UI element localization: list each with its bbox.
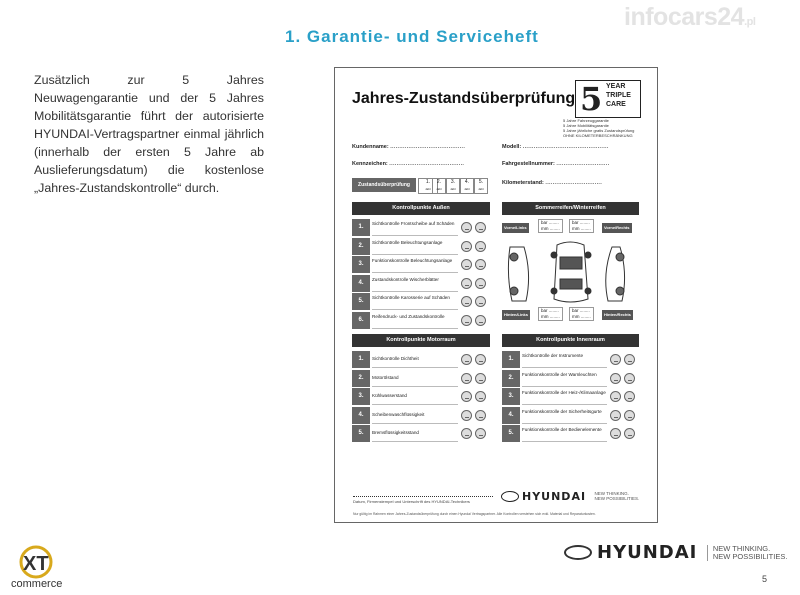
checklist-item-text: Bremsflüssigkeitsstand [372,425,458,442]
form-brand: HYUNDAI [522,490,587,504]
checklist-row [502,407,639,424]
checklist-item-text: Sichtkontrolle Beleuchtungsanlage [372,238,458,255]
rating-not-ok-icon[interactable] [475,373,486,384]
rating-not-ok-icon[interactable] [475,278,486,289]
intro-paragraph: Zusätzlich zur 5 Jahres Neuwagengarantie und der 5 Jahres Mobilitätsgarantie führt der autorisierte HYUNDAI-Vertragspartner einmal jährlich (innerhalb der ersten 5 Jahre ab Auslieferungsdatum) die kostenlose „Jahres-Zustandskontrolle“ durch. [34,73,264,195]
checklist-row [352,370,490,387]
row-number: 3. [502,388,520,405]
checklist-row [352,256,490,273]
check-year-4-unit: Jahr [464,187,470,191]
badge-line1: YEAR [606,83,626,90]
field-kilometerstand: Kilometerstand: ............................... [502,180,603,186]
checklist-item-text: Sichtkontrolle Karosserie auf Schäden [372,293,458,310]
row-number: 5. [352,425,370,442]
checklist-item-text: Funktionskontrolle der Bedienelemente [522,425,607,442]
tire-front-left-label: Vorne/Links [502,223,529,233]
aussen-list [352,219,490,329]
rating-ok-icon[interactable] [461,410,472,421]
form-hyundai-logo [501,488,639,506]
field-fahrgestellnummer: Fahrgestellnummer: ............................. [502,161,610,167]
badge-desc-1: 5 Jahre Fahrzeuggarantie [563,118,609,123]
footer-slogan-1: NEW THINKING. [712,543,771,553]
footer-slogan-2: NEW POSSIBILITIES. [712,551,788,561]
logo-divider [707,545,708,561]
rating-not-ok-icon[interactable] [624,428,635,439]
rating-not-ok-icon[interactable] [475,259,486,270]
check-label: Zustandsüberprüfung [352,178,416,192]
checklist-item-text: Funktionskontrolle Beleuchtungsanlage [372,256,458,273]
check-year-2-num: 2. [436,179,442,185]
check-year-3 [446,178,460,194]
checklist-item-text: Scheibenwaschflüssigkeit [372,407,458,424]
row-number: 2. [352,238,370,255]
check-year-2-unit: Jahr [436,187,442,191]
badge-line2: TRIPLE [606,92,631,99]
badge-desc-3: 5 Jahre jährliche gratis Zustandsprüfung [563,128,635,133]
field-kundenname: Kundenname: ......................................... [352,144,466,150]
watermark-main: infocars24 [624,3,745,31]
field-modell: Modell: ............................................... [502,144,609,150]
row-number: 2. [352,370,370,387]
footer-hyundai-logo [564,542,787,563]
rating-ok-icon[interactable] [461,315,472,326]
rating-ok-icon[interactable] [610,428,621,439]
row-number: 3. [352,256,370,273]
section-innenraum: Kontrollpunkte Innenraum [502,334,639,347]
unit-bar: bar [572,308,579,313]
unit-bar: bar [541,308,548,313]
rating-ok-icon[interactable] [610,410,621,421]
xt-letters: XT [23,553,49,575]
badge-line3: CARE [606,101,626,108]
rating-ok-icon[interactable] [610,391,621,402]
row-number: 1. [352,351,370,368]
check-year-1-num: 1. [425,179,431,185]
hyundai-emblem-icon [564,545,592,560]
field-kennzeichen-label: Kennzeichen: [352,161,388,167]
section-reifen: Sommerreifen/Winterreifen [502,202,639,215]
section-aussen: Kontrollpunkte Außen [352,202,490,215]
innen-list [502,351,639,446]
unit-mm: mm [541,226,549,231]
checklist-item-text: Funktionskontrolle der Heiz-/Klimaanlage [522,388,607,405]
rating-ok-icon[interactable] [461,296,472,307]
checklist-row [352,312,490,329]
tire-rear-left-label: Hinten/Links [502,310,530,320]
checklist-item-text: Sichtkontrolle der Instrumente [522,351,607,368]
checklist-item-text: Reifendruck- und Zustandskontrolle [372,312,458,329]
checklist-row [502,388,639,405]
rating-not-ok-icon[interactable] [624,410,635,421]
row-number: 3. [352,388,370,405]
page-title: 1. Garantie- und Serviceheft [285,27,539,46]
watermark [624,3,755,32]
checklist-row [352,351,490,368]
motor-list [352,351,490,446]
badge-number: 5 [580,80,603,118]
badge-description [563,118,634,138]
tire-diagram [502,219,639,329]
checklist-row [352,293,490,310]
checklist-item-text: Kühlwasserstand [372,388,458,405]
field-fahrgestellnummer-label: Fahrgestellnummer: [502,161,555,167]
footer-brand: HYUNDAI [597,542,698,563]
tire-rear-left-values: bar ........ mm ........ [538,307,563,321]
tire-front-left-values: bar ........ mm ........ [538,219,563,233]
hyundai-emblem-icon [501,491,519,502]
rating-not-ok-icon[interactable] [475,391,486,402]
form-slogan [595,492,640,501]
checklist-row [352,388,490,405]
rating-ok-icon[interactable] [461,428,472,439]
rating-not-ok-icon[interactable] [475,296,486,307]
row-number: 5. [502,425,520,442]
rating-not-ok-icon[interactable] [475,222,486,233]
field-modell-label: Modell: [502,144,522,150]
rating-not-ok-icon[interactable] [624,373,635,384]
checklist-item-text: Funktionskontrolle der Sicherheitsgurte [522,407,607,424]
check-year-4-num: 4. [464,179,470,185]
rating-ok-icon[interactable] [461,259,472,270]
check-year-3-num: 3. [450,179,456,185]
checklist-row [352,425,490,442]
rating-ok-icon[interactable] [461,241,472,252]
checklist-row [352,275,490,292]
inspection-form [334,67,658,523]
rating-ok-icon[interactable] [610,354,621,365]
signature-caption [353,496,493,504]
signature-caption-text: Datum, Firmenstempel und Unterschrift des HYUNDAI-Technikers [353,496,493,504]
row-number: 4. [502,407,520,424]
rating-ok-icon[interactable] [461,278,472,289]
field-kundenname-label: Kundenname: [352,144,389,150]
tire-rear-right-values: bar ........ mm ........ [569,307,594,321]
rating-ok-icon[interactable] [461,222,472,233]
checklist-item-text: Sichtkontrolle Dichtheit [372,351,458,368]
row-number: 4. [352,275,370,292]
rating-not-ok-icon[interactable] [475,428,486,439]
badge-desc-4: OHNE KILOMETERBESCHRÄNKUNG [563,133,633,138]
row-number: 1. [502,351,520,368]
check-years-row [352,178,488,192]
checklist-row [352,238,490,255]
xt-commerce-logo [10,544,70,590]
check-year-5-num: 5. [478,179,484,185]
tire-rear-right-label: Hinten/Rechts [602,310,633,320]
checklist-row [352,219,490,236]
unit-mm: mm [572,314,580,319]
checklist-row [502,351,639,368]
checklist-item-text: Zustandskontrolle Wischerblätter [372,275,458,292]
check-year-1-unit: Jahr [425,187,431,191]
rating-not-ok-icon[interactable] [624,354,635,365]
section-motorraum: Kontrollpunkte Motorraum [352,334,490,347]
row-number: 1. [352,219,370,236]
rating-not-ok-icon[interactable] [624,391,635,402]
form-slogan-2: NEW POSSIBILITIES. [594,495,640,501]
rating-ok-icon[interactable] [461,391,472,402]
rating-not-ok-icon[interactable] [475,315,486,326]
checklist-row [352,407,490,424]
xt-word: commerce [11,578,63,590]
unit-bar: bar [541,220,548,225]
unit-mm: mm [572,226,580,231]
form-title: Jahres-Zustandsüberprüfung [352,90,576,107]
footer-slogan [713,545,788,561]
car-outline-icon [502,239,639,309]
tire-front-right-values: bar ........ mm ........ [569,219,594,233]
field-kennzeichen: Kennzeichen: ......................................... [352,161,465,167]
rating-not-ok-icon[interactable] [475,410,486,421]
unit-bar: bar [572,220,579,225]
check-year-5 [474,178,488,194]
checklist-item-text: Motorölstand [372,370,458,387]
checklist-item-text: Sichtkontrolle Frontscheibe auf Schäden [372,219,458,236]
row-number: 6. [352,312,370,329]
form-slogan-1: NEW THINKING. [594,491,629,497]
unit-mm: mm [541,314,549,319]
row-number: 4. [352,407,370,424]
check-year-4 [460,178,474,194]
rating-not-ok-icon[interactable] [475,354,486,365]
tire-front-right-label: Vorne/Rechts [602,223,632,233]
row-number: 2. [502,370,520,387]
check-year-5-unit: Jahr [478,187,484,191]
field-kilometerstand-label: Kilometerstand: [502,180,544,186]
page-number: 5 [762,574,768,584]
watermark-suffix: .pl [744,16,756,28]
rating-ok-icon[interactable] [461,373,472,384]
form-footnote: Nur gültig im Rahmen einer Jahres-Zustandsüberprüfung durch einen Hyundai Vertragspartner. Alle Kontrollen verstehen sich exkl. Material und Reparaturkosten. [353,512,596,516]
rating-not-ok-icon[interactable] [475,241,486,252]
rating-ok-icon[interactable] [461,354,472,365]
check-year-2 [432,178,446,194]
checklist-row [502,370,639,387]
xt-commerce-emblem-icon [10,544,70,590]
badge-desc-2: 5 Jahre Mobilitätsgarantie [563,123,609,128]
check-year-3-unit: Jahr [450,187,456,191]
checklist-item-text: Funktionskontrolle der Warnleuchten [522,370,607,387]
rating-ok-icon[interactable] [610,373,621,384]
five-year-badge [575,80,641,118]
checklist-row [502,425,639,442]
row-number: 5. [352,293,370,310]
